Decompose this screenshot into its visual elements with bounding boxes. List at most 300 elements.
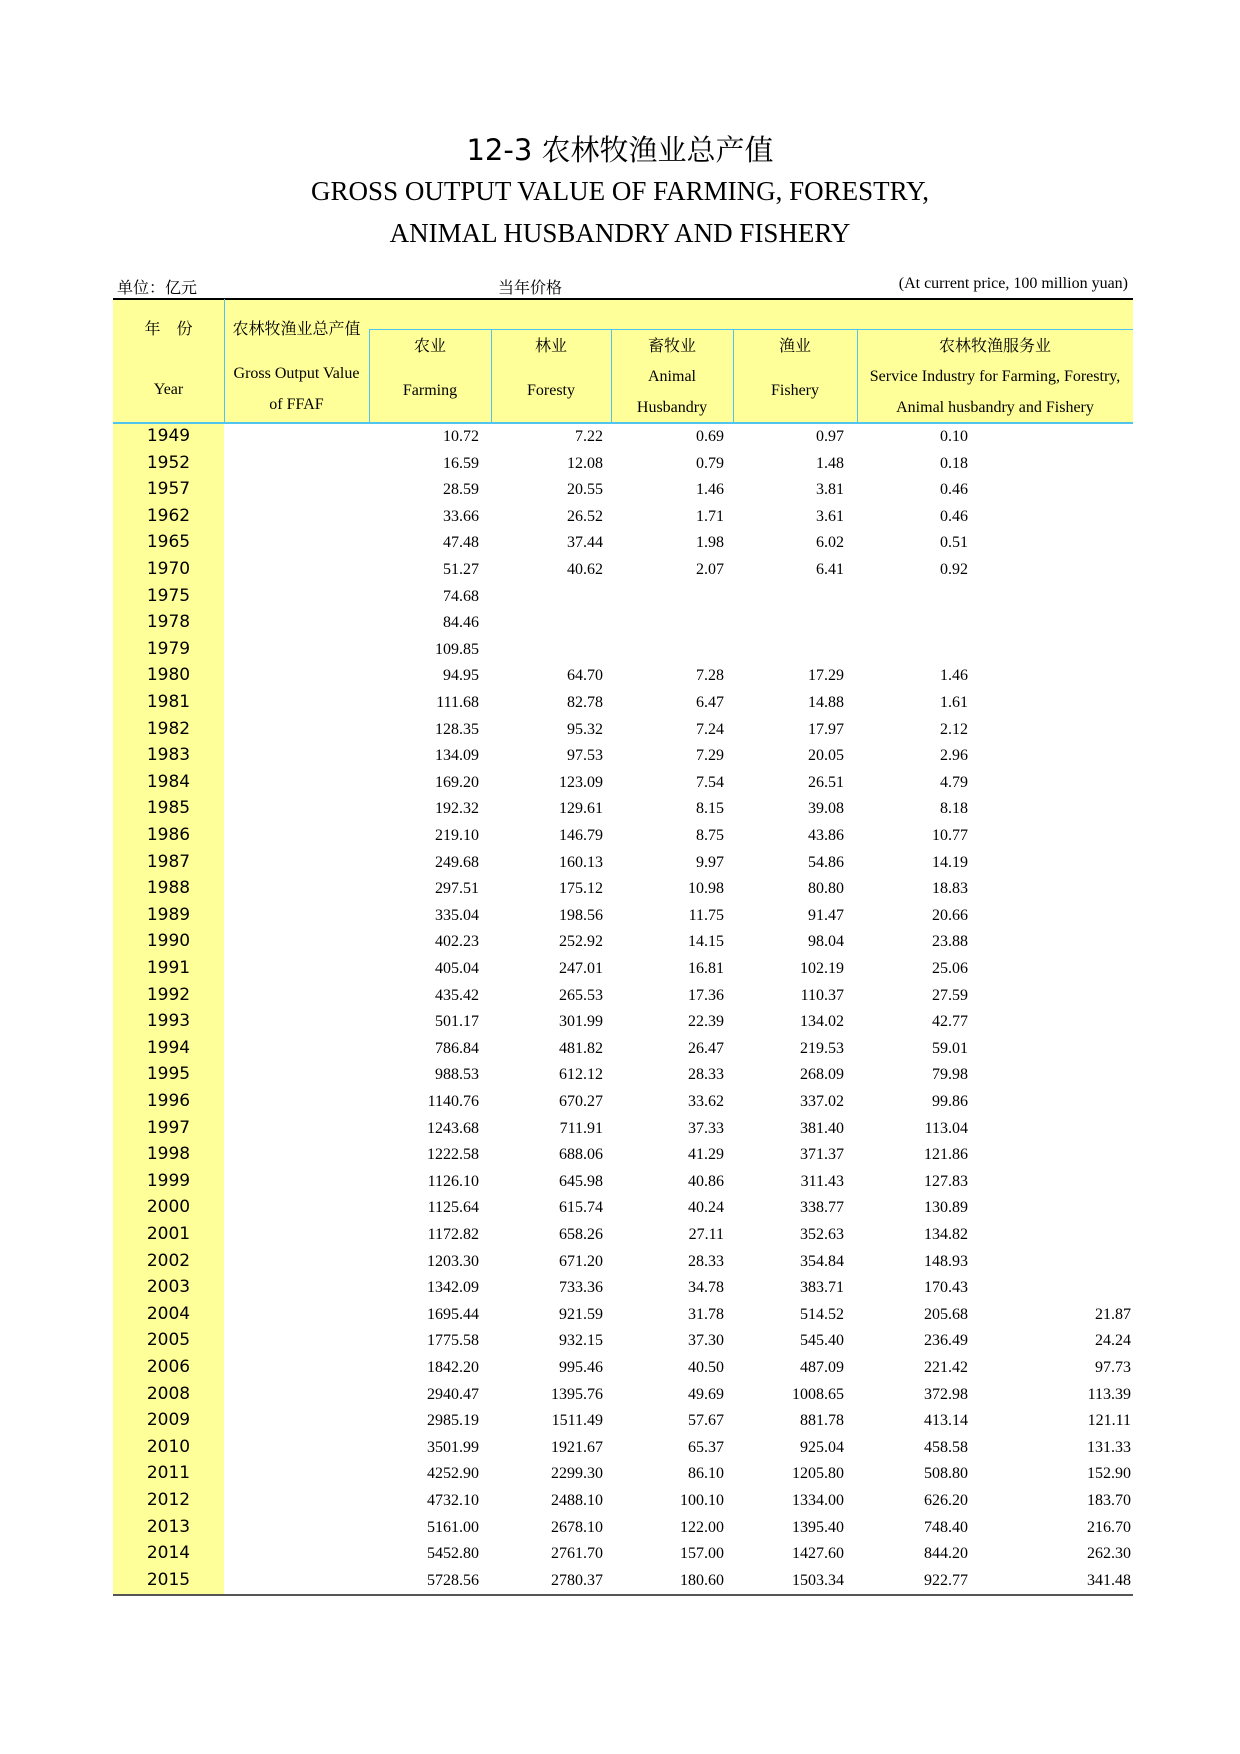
cell-forestry: 7.28 <box>696 667 724 685</box>
cell-fishery: 0.92 <box>940 561 968 578</box>
cell-year: 2015 <box>146 1569 191 1590</box>
cell-forestry: 7.24 <box>696 720 724 738</box>
header-forestry <box>491 330 611 406</box>
cell-total: 1125.64 <box>427 1199 479 1217</box>
cell-animal-husbandry: 487.09 <box>800 1359 844 1376</box>
cell-fishery: 221.42 <box>924 1359 968 1376</box>
cell-year: 2012 <box>146 1490 191 1510</box>
header-farming-en: Farming <box>402 382 458 399</box>
cell-fishery: 0.18 <box>940 454 968 472</box>
cell-service: 183.70 <box>1087 1492 1131 1509</box>
cell-farming: 123.09 <box>559 773 603 791</box>
cell-fishery: 14.19 <box>932 853 968 871</box>
cell-total: 169.20 <box>435 773 479 791</box>
cell-year: 2006 <box>146 1357 191 1377</box>
cell-farming: 2299.30 <box>551 1465 603 1483</box>
cell-farming: 198.56 <box>559 906 603 924</box>
table-row <box>113 851 1133 878</box>
cell-year: 1992 <box>146 984 191 1005</box>
cell-fishery: 4.79 <box>940 773 968 791</box>
cell-farming: 64.70 <box>567 667 603 685</box>
table-row <box>113 1383 1133 1410</box>
cell-fishery: 113.04 <box>924 1119 968 1137</box>
cell-fishery: 236.49 <box>924 1332 968 1350</box>
cell-fishery: 25.06 <box>932 960 968 977</box>
cell-year: 2014 <box>146 1543 191 1564</box>
table-row <box>113 984 1133 1011</box>
table-row <box>113 478 1133 505</box>
cell-year: 1983 <box>146 745 191 766</box>
cell-forestry: 37.30 <box>688 1332 724 1350</box>
table-row <box>113 1276 1133 1303</box>
cell-animal-husbandry: 1395.40 <box>792 1518 844 1536</box>
cell-year: 1998 <box>146 1144 191 1165</box>
cell-forestry: 10.98 <box>688 880 724 898</box>
cell-forestry: 65.37 <box>688 1438 724 1456</box>
table-row <box>113 1090 1133 1117</box>
cell-fishery: 205.68 <box>924 1305 968 1323</box>
cell-farming: 1921.67 <box>551 1438 603 1456</box>
title-chinese: 12-3 农林牧渔业总产值 <box>466 133 774 167</box>
cell-fishery: 1.61 <box>940 694 968 711</box>
header-service-cn: 农林牧渔服务业 <box>938 336 1051 355</box>
cell-service: 341.48 <box>1087 1571 1131 1589</box>
cell-farming: 7.22 <box>575 428 603 445</box>
cell-total: 1243.68 <box>427 1119 479 1137</box>
table-row <box>113 1037 1133 1064</box>
cell-forestry: 33.62 <box>688 1093 724 1110</box>
cell-farming: 40.62 <box>567 561 603 578</box>
cell-total: 128.35 <box>435 720 479 738</box>
cell-year: 1999 <box>146 1170 191 1191</box>
header-animal-husbandry <box>611 330 733 423</box>
cell-animal-husbandry: 98.04 <box>808 933 844 951</box>
table-row <box>113 664 1133 691</box>
cell-year: 1952 <box>146 452 191 473</box>
cell-farming: 670.27 <box>559 1093 603 1110</box>
cell-year: 2011 <box>146 1463 191 1484</box>
cell-animal-husbandry: 219.53 <box>800 1039 844 1057</box>
cell-forestry: 86.10 <box>688 1465 724 1483</box>
cell-fishery: 148.93 <box>924 1252 968 1270</box>
cell-farming: 97.53 <box>567 747 603 765</box>
cell-farming: 37.44 <box>567 534 603 552</box>
table-row <box>113 611 1133 638</box>
cell-service: 97.73 <box>1095 1359 1131 1376</box>
cell-animal-husbandry: 14.88 <box>808 694 844 711</box>
cell-fishery: 99.86 <box>932 1093 968 1110</box>
cell-animal-husbandry: 1427.60 <box>792 1545 844 1563</box>
header-total-cn: 农林牧渔业总产值 <box>232 319 361 338</box>
table-row <box>113 1542 1133 1569</box>
header-forestry-en: Foresty <box>527 382 575 399</box>
cell-fishery: 8.18 <box>940 800 968 818</box>
cell-fishery: 0.51 <box>940 534 968 552</box>
cell-year: 2004 <box>146 1303 191 1324</box>
cell-farming: 1395.76 <box>551 1385 603 1403</box>
table-row <box>113 1303 1133 1330</box>
cell-farming: 146.79 <box>559 827 603 844</box>
cell-total: 33.66 <box>443 507 479 525</box>
cell-farming: 20.55 <box>567 481 603 499</box>
cell-fishery: 130.89 <box>924 1199 968 1217</box>
cell-year: 1984 <box>146 771 191 792</box>
cell-animal-husbandry: 6.02 <box>816 534 844 552</box>
table-row <box>113 1010 1133 1037</box>
table-row <box>113 797 1133 824</box>
cell-service: 262.30 <box>1087 1545 1131 1563</box>
cell-forestry: 0.79 <box>696 454 724 472</box>
cell-farming: 129.61 <box>559 800 603 818</box>
cell-farming: 26.52 <box>567 507 603 525</box>
table-row <box>113 585 1133 612</box>
header-year-en: Year <box>153 381 184 398</box>
cell-year: 2013 <box>146 1516 191 1537</box>
cell-year: 1949 <box>146 426 191 446</box>
table-row <box>113 1223 1133 1250</box>
cell-forestry: 14.15 <box>688 933 724 951</box>
cell-animal-husbandry: 1205.80 <box>792 1465 844 1483</box>
cell-total: 786.84 <box>435 1039 479 1057</box>
cell-fishery: 20.66 <box>932 906 968 924</box>
cell-forestry: 57.67 <box>688 1412 724 1430</box>
cell-total: 192.32 <box>435 800 479 818</box>
cell-total: 1842.20 <box>427 1359 479 1376</box>
cell-forestry: 41.29 <box>688 1146 724 1164</box>
cell-year: 1993 <box>146 1011 191 1032</box>
table-row <box>113 904 1133 931</box>
cell-year: 1986 <box>146 825 191 845</box>
cell-farming: 711.91 <box>559 1119 603 1137</box>
cell-forestry: 31.78 <box>688 1305 724 1323</box>
cell-animal-husbandry: 6.41 <box>816 561 844 578</box>
cell-animal-husbandry: 26.51 <box>808 773 844 791</box>
cell-animal-husbandry: 3.81 <box>816 481 844 499</box>
table-row <box>113 1489 1133 1516</box>
cell-total: 405.04 <box>435 960 479 977</box>
cell-year: 2002 <box>146 1250 191 1271</box>
cell-total: 297.51 <box>435 880 479 898</box>
cell-farming: 301.99 <box>559 1013 603 1031</box>
cell-farming: 2780.37 <box>551 1571 603 1589</box>
cell-animal-husbandry: 268.09 <box>800 1066 844 1084</box>
cell-total: 2940.47 <box>427 1385 479 1403</box>
price-basis-cn: 当年价格 <box>498 278 563 297</box>
cell-forestry: 37.33 <box>688 1119 724 1137</box>
cell-animal-husbandry: 17.97 <box>808 720 844 738</box>
cell-farming: 2761.70 <box>551 1545 603 1563</box>
cell-fishery: 372.98 <box>924 1385 968 1403</box>
table-row <box>113 505 1133 532</box>
cell-forestry: 34.78 <box>688 1279 724 1297</box>
cell-total: 109.85 <box>435 640 479 658</box>
cell-year: 2000 <box>146 1197 191 1218</box>
cell-year: 2003 <box>146 1277 191 1298</box>
cell-total: 16.59 <box>443 454 479 472</box>
cell-forestry: 40.50 <box>688 1359 724 1376</box>
cell-animal-husbandry: 354.84 <box>800 1252 844 1270</box>
cell-forestry: 100.10 <box>680 1492 724 1509</box>
cell-total: 219.10 <box>435 827 479 844</box>
header-forestry-cn: 林业 <box>534 336 567 355</box>
cell-animal-husbandry: 383.71 <box>800 1279 844 1297</box>
cell-animal-husbandry: 43.86 <box>808 827 844 844</box>
cell-service: 21.87 <box>1095 1305 1131 1323</box>
cell-forestry: 0.69 <box>696 428 724 445</box>
table-row <box>113 930 1133 957</box>
table-row <box>113 1196 1133 1223</box>
cell-fishery: 121.86 <box>924 1146 968 1164</box>
table-row <box>113 1356 1133 1383</box>
table-row <box>113 531 1133 558</box>
table-row <box>113 638 1133 665</box>
cell-animal-husbandry: 881.78 <box>800 1412 844 1430</box>
cell-farming: 82.78 <box>567 694 603 711</box>
cell-farming: 247.01 <box>559 960 603 977</box>
cell-year: 2010 <box>146 1436 191 1457</box>
cell-farming: 2678.10 <box>551 1518 603 1536</box>
header-total-en2: of FFAF <box>269 396 324 413</box>
cell-forestry: 16.81 <box>688 960 724 977</box>
cell-year: 1970 <box>146 559 191 579</box>
cell-service: 113.39 <box>1087 1385 1131 1403</box>
cell-year: 2001 <box>146 1224 191 1244</box>
header-animal-en1: Animal <box>648 368 696 385</box>
cell-year: 1995 <box>146 1064 191 1085</box>
cell-total: 4732.10 <box>427 1492 479 1509</box>
title-english-line2: ANIMAL HUSBANDRY AND FISHERY <box>389 218 851 248</box>
cell-year: 1985 <box>146 798 191 819</box>
cell-total: 84.46 <box>443 614 479 632</box>
cell-farming: 688.06 <box>559 1146 603 1164</box>
cell-fishery: 922.77 <box>924 1571 968 1589</box>
cell-forestry: 28.33 <box>688 1066 724 1084</box>
cell-year: 1962 <box>146 505 191 526</box>
cell-year: 1981 <box>146 692 191 712</box>
cell-farming: 481.82 <box>559 1039 603 1057</box>
cell-animal-husbandry: 39.08 <box>808 800 844 818</box>
cell-farming: 175.12 <box>559 880 603 898</box>
cell-forestry: 8.15 <box>696 800 724 818</box>
cell-fishery: 23.88 <box>932 933 968 951</box>
cell-animal-husbandry: 371.37 <box>800 1146 844 1164</box>
cell-total: 1140.76 <box>427 1093 479 1110</box>
cell-year: 1982 <box>146 718 191 739</box>
cell-farming: 2488.10 <box>551 1492 603 1509</box>
cell-forestry: 40.24 <box>688 1199 724 1217</box>
cell-total: 3501.99 <box>427 1438 479 1456</box>
cell-animal-husbandry: 925.04 <box>800 1438 844 1456</box>
cell-fishery: 42.77 <box>932 1013 968 1031</box>
cell-fishery: 413.14 <box>924 1412 968 1430</box>
table-top-rule <box>113 298 1133 300</box>
cell-farming: 615.74 <box>559 1199 603 1217</box>
cell-total: 435.42 <box>435 986 479 1004</box>
unit-label-cn: 单位：亿元 <box>117 278 198 297</box>
header-service-en2: Animal husbandry and Fishery <box>896 399 1094 416</box>
table-row <box>113 691 1133 718</box>
table-row <box>113 824 1133 851</box>
cell-forestry: 122.00 <box>680 1518 724 1536</box>
cell-animal-husbandry: 545.40 <box>800 1332 844 1350</box>
cell-total: 28.59 <box>443 481 479 499</box>
cell-farming: 733.36 <box>559 1279 603 1297</box>
cell-animal-husbandry: 80.80 <box>808 880 844 898</box>
table-row <box>113 452 1133 479</box>
cell-animal-husbandry: 514.52 <box>800 1305 844 1323</box>
cell-fishery: 0.46 <box>940 481 968 499</box>
table-row <box>113 877 1133 904</box>
cell-year: 1990 <box>146 931 191 952</box>
header-farming-cn: 农业 <box>413 336 446 355</box>
cell-animal-husbandry: 110.37 <box>800 986 844 1004</box>
cell-total: 4252.90 <box>427 1465 479 1483</box>
cell-year: 1957 <box>146 479 191 500</box>
cell-animal-husbandry: 102.19 <box>800 960 844 977</box>
cell-fishery: 134.82 <box>924 1226 968 1243</box>
cell-forestry: 28.33 <box>688 1252 724 1270</box>
cell-farming: 645.98 <box>559 1172 603 1190</box>
table-row <box>113 1143 1133 1170</box>
cell-animal-husbandry: 3.61 <box>816 507 844 525</box>
cell-total: 74.68 <box>443 587 479 605</box>
header-total <box>224 313 369 420</box>
cell-total: 1775.58 <box>427 1332 479 1350</box>
header-fishery <box>733 330 857 406</box>
cell-forestry: 40.86 <box>688 1172 724 1190</box>
cell-year: 1994 <box>146 1037 191 1058</box>
cell-forestry: 8.75 <box>696 827 724 844</box>
cell-fishery: 59.01 <box>932 1039 968 1057</box>
cell-animal-husbandry: 0.97 <box>816 428 844 445</box>
cell-forestry: 7.54 <box>696 773 724 791</box>
cell-farming: 612.12 <box>559 1066 603 1084</box>
cell-forestry: 6.47 <box>696 694 724 711</box>
table-row <box>113 1117 1133 1144</box>
table-row <box>113 425 1133 452</box>
cell-animal-husbandry: 337.02 <box>800 1093 844 1110</box>
cell-total: 1126.10 <box>427 1172 479 1190</box>
cell-year: 1989 <box>146 904 191 925</box>
cell-forestry: 17.36 <box>688 986 724 1004</box>
cell-fishery: 1.46 <box>940 667 968 685</box>
cell-total: 134.09 <box>435 747 479 765</box>
cell-forestry: 9.97 <box>696 853 724 871</box>
cell-animal-husbandry: 381.40 <box>800 1119 844 1137</box>
header-total-en1: Gross Output Value <box>233 365 360 382</box>
cell-total: 501.17 <box>435 1013 479 1031</box>
cell-forestry: 49.69 <box>688 1385 724 1403</box>
cell-service: 152.90 <box>1087 1465 1131 1483</box>
cell-year: 1997 <box>146 1117 191 1138</box>
table-row <box>113 1063 1133 1090</box>
cell-total: 2985.19 <box>427 1412 479 1430</box>
cell-total: 111.68 <box>436 694 479 711</box>
cell-forestry: 26.47 <box>688 1039 724 1057</box>
cell-fishery: 0.10 <box>940 428 968 445</box>
cell-fishery: 458.58 <box>924 1438 968 1456</box>
cell-fishery: 79.98 <box>932 1066 968 1084</box>
cell-animal-husbandry: 1503.34 <box>792 1571 844 1589</box>
table-row <box>113 1516 1133 1543</box>
cell-fishery: 2.96 <box>940 747 968 765</box>
cell-animal-husbandry: 134.02 <box>800 1013 844 1031</box>
cell-animal-husbandry: 1334.00 <box>792 1492 844 1509</box>
cell-farming: 265.53 <box>559 986 603 1004</box>
cell-farming: 160.13 <box>559 853 603 871</box>
cell-forestry: 1.46 <box>696 481 724 499</box>
cell-total: 1222.58 <box>427 1146 479 1164</box>
cell-fishery: 508.80 <box>924 1465 968 1483</box>
table-row <box>113 771 1133 798</box>
cell-service: 121.11 <box>1087 1412 1131 1430</box>
cell-service: 131.33 <box>1087 1438 1131 1456</box>
cell-total: 51.27 <box>443 561 479 578</box>
table-row <box>113 718 1133 745</box>
table-row <box>113 1250 1133 1277</box>
cell-year: 1978 <box>146 612 191 633</box>
cell-farming: 1511.49 <box>551 1412 603 1430</box>
cell-farming: 671.20 <box>559 1252 603 1270</box>
cell-year: 1996 <box>146 1091 191 1111</box>
cell-forestry: 2.07 <box>696 561 724 578</box>
cell-total: 1342.09 <box>427 1279 479 1297</box>
cell-total: 1695.44 <box>427 1305 479 1323</box>
header-fishery-en: Fishery <box>771 382 819 399</box>
cell-forestry: 1.98 <box>696 534 724 552</box>
table-row <box>113 1170 1133 1197</box>
header-service-industry <box>857 330 1133 423</box>
cell-fishery: 0.46 <box>940 507 968 525</box>
table-row <box>113 1409 1133 1436</box>
cell-farming: 252.92 <box>559 933 603 951</box>
table-row <box>113 1436 1133 1463</box>
cell-year: 1980 <box>146 665 191 686</box>
cell-animal-husbandry: 338.77 <box>800 1199 844 1217</box>
table-row <box>113 744 1133 771</box>
cell-total: 47.48 <box>443 534 479 552</box>
cell-fishery: 127.83 <box>924 1172 968 1190</box>
cell-total: 5161.00 <box>427 1518 479 1536</box>
cell-farming: 658.26 <box>559 1226 603 1243</box>
cell-farming: 12.08 <box>567 454 603 472</box>
cell-total: 94.95 <box>443 667 479 685</box>
cell-farming: 995.46 <box>559 1359 603 1376</box>
cell-animal-husbandry: 91.47 <box>808 906 844 924</box>
cell-year: 1987 <box>146 851 191 872</box>
cell-animal-husbandry: 352.63 <box>800 1226 844 1243</box>
cell-total: 5452.80 <box>427 1545 479 1563</box>
cell-total: 1203.30 <box>427 1252 479 1270</box>
table-row <box>113 957 1133 984</box>
header-service-en1: Service Industry for Farming, Forestry, <box>869 368 1121 385</box>
header-year-cn: 年 份 <box>144 319 193 338</box>
unit-label-en: (At current price, 100 million yuan) <box>898 275 1128 292</box>
header-farming <box>369 330 491 406</box>
title-english-line1: GROSS OUTPUT VALUE OF FARMING, FORESTRY, <box>311 176 929 206</box>
cell-fishery: 748.40 <box>924 1518 968 1536</box>
cell-total: 10.72 <box>443 428 479 445</box>
cell-year: 1979 <box>146 638 191 659</box>
cell-service: 24.24 <box>1095 1332 1131 1350</box>
cell-year: 1975 <box>146 585 191 606</box>
cell-animal-husbandry: 20.05 <box>808 747 844 765</box>
table-row <box>113 1462 1133 1489</box>
cell-year: 1988 <box>146 878 191 899</box>
cell-total: 988.53 <box>435 1066 479 1084</box>
cell-animal-husbandry: 54.86 <box>808 853 844 871</box>
cell-fishery: 10.77 <box>932 827 968 844</box>
